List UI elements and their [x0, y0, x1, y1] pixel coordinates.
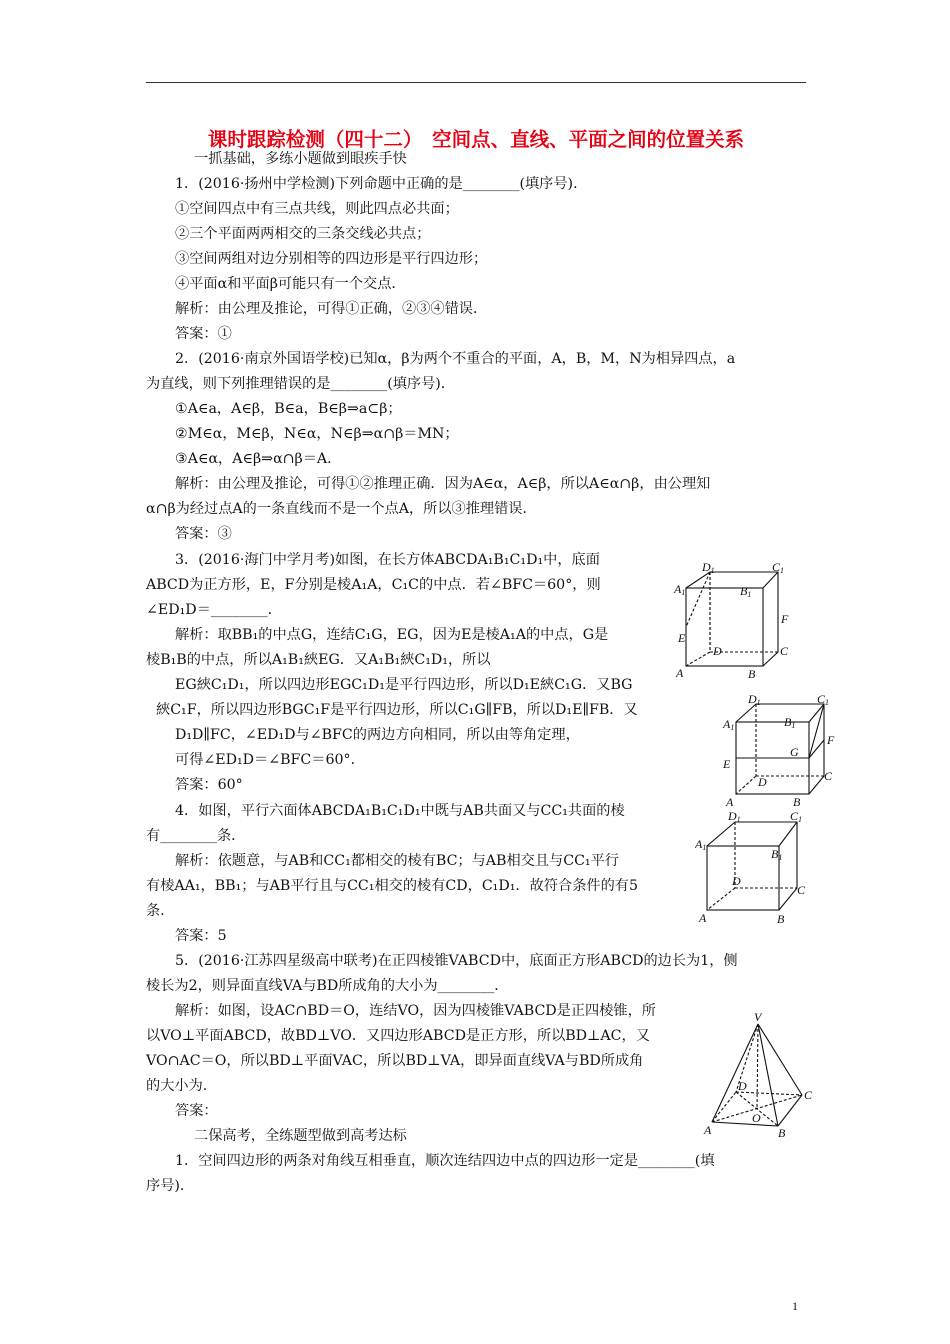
label-A1: A1	[695, 837, 707, 852]
label-A1: A1	[674, 582, 686, 597]
section-heading-2: 二保高考，全练题型做到高考达标	[194, 1128, 407, 1144]
text-line: 棱B₁B的中点，所以A₁B₁綊EG．又A₁B₁綊C₁D₁，所以	[146, 652, 491, 668]
label-A: A	[726, 795, 734, 808]
text-line: 解析：由公理及推论，可得①正确，②③④错误．	[175, 301, 488, 317]
text-line: 3．(2016·海门中学月考)如图，在长方体ABCDA₁B₁C₁D₁中，底面	[175, 552, 600, 568]
text-line: ①空间四点中有三点共线，则此四点必共面；	[175, 201, 459, 217]
text-line: 有________条．	[146, 828, 246, 844]
label-C: C	[804, 1088, 813, 1102]
header-rule	[146, 82, 806, 83]
label-A: A	[676, 666, 684, 680]
text-line: ③A∈α，A∈β⇒α∩β＝A．	[175, 451, 342, 467]
label-C: C	[824, 769, 833, 783]
text-line: 5．(2016·江苏四星级高中联考)在正四棱锥VABCD中，底面正方形ABCD的边长为1，侧	[175, 953, 738, 969]
text-line: 条．	[146, 903, 175, 919]
label-F: F	[827, 733, 835, 747]
text-line: ②M∈α，M∈β，N∈α，N∈β⇒α∩β＝MN；	[175, 426, 459, 442]
text-line: ∠ED₁D＝________．	[146, 602, 282, 618]
cuboid-figure-1	[668, 560, 798, 685]
text-line: EG綊C₁D₁，所以四边形EGC₁D₁是平行四边形，所以D₁E綊C₁G．又BG	[175, 677, 633, 693]
section-heading-1: 一抓基础，多练小题做到眼疾手快	[194, 151, 407, 167]
page-title: 课时跟踪检测（四十二） 空间点、直线、平面之间的位置关系	[207, 128, 745, 151]
label-C: C	[780, 644, 789, 658]
label-D: D	[758, 775, 767, 789]
answer-line: 答案：60°	[175, 777, 243, 793]
page-number: 1	[792, 1299, 798, 1313]
answer-line: 答案：	[175, 1103, 218, 1119]
label-B1: B1	[740, 584, 752, 599]
label-C1: C1	[817, 692, 830, 707]
label-C1: C1	[790, 809, 803, 824]
label-D1: D1	[728, 809, 741, 824]
text-line: 2．(2016·南京外国语学校)已知α，β为两个不重合的平面，A，B，M，N为相异四点，a	[175, 351, 736, 367]
label-B: B	[777, 912, 785, 926]
label-D: D	[732, 874, 741, 888]
label-O: O	[752, 1111, 761, 1125]
text-line: 可得∠ED₁D＝∠BFC＝60°．	[175, 752, 365, 768]
label-C1: C1	[772, 560, 785, 575]
text-line: 1．空间四边形的两条对角线互相垂直，顺次连结四边中点的四边形一定是________(填	[175, 1153, 715, 1169]
text-line: D₁D∥FC，∠ED₁D与∠BFC的两边方向相同，所以由等角定理，	[175, 727, 580, 743]
label-D: D	[713, 644, 722, 658]
label-D1: D1	[748, 692, 761, 707]
label-B1: B1	[784, 715, 796, 730]
parallelepiped-figure	[695, 808, 815, 926]
label-F: F	[781, 612, 789, 626]
label-A: A	[704, 1123, 712, 1137]
label-C: C	[797, 883, 806, 897]
text-line: 綊C₁F，所以四边形BGC₁F是平行四边形，所以C₁G∥FB，所以D₁E∥FB．又	[156, 702, 638, 718]
text-line: 解析：由公理及推论，可得①②推理正确．因为A∈α，A∈β，所以A∈α∩β，由公理知	[175, 476, 711, 492]
label-B: B	[748, 667, 756, 681]
text-line: 有棱AA₁，BB₁；与AB平行且与CC₁相交的棱有CD，C₁D₁．故符合条件的有5	[146, 878, 638, 894]
label-B1: B1	[771, 847, 783, 862]
label-D: D	[738, 1079, 747, 1093]
text-line: VO∩AC＝O，所以BD⊥平面VAC，所以BD⊥VA，即异面直线VA与BD所成角	[146, 1053, 644, 1069]
label-V: V	[754, 1010, 762, 1024]
label-B: B	[793, 795, 801, 808]
label-E: E	[723, 757, 731, 771]
label-B: B	[778, 1126, 786, 1140]
label-D1: D1	[702, 560, 715, 575]
text-line: 4．如图，平行六面体ABCDA₁B₁C₁D₁中既与AB共面又与CC₁共面的棱	[175, 803, 625, 819]
answer-line: 答案：③	[175, 526, 232, 542]
text-line: 1．(2016·扬州中学检测)下列命题中正确的是________(填序号)．	[175, 176, 588, 192]
label-G: G	[790, 745, 799, 759]
text-line: 序号)．	[146, 1178, 195, 1194]
label-A1: A1	[723, 717, 735, 732]
text-line: ABCD为正方形，E，F分别是棱A₁A，C₁C的中点．若∠BFC＝60°，则	[146, 577, 601, 593]
text-line: 解析：如图，设AC∩BD＝O，连结VO，因为四棱锥VABCD是正四棱锥，所	[175, 1003, 656, 1019]
text-line: ③空间两组对边分别相等的四边形是平行四边形；	[175, 251, 488, 267]
label-E: E	[678, 631, 686, 645]
text-line: ②三个平面两两相交的三条交线必共点；	[175, 226, 431, 242]
text-line: α∩β为经过点A的一条直线而不是一个点A，所以③推理错误．	[146, 501, 537, 517]
cuboid-figure-2	[716, 690, 836, 808]
answer-line: 答案：5	[175, 928, 227, 944]
pyramid-figure	[700, 1010, 825, 1140]
text-line: 解析：依题意，与AB和CC₁都相交的棱有BC；与AB相交且与CC₁平行	[175, 853, 619, 869]
text-line: 为直线，则下列推理错误的是________(填序号)．	[146, 376, 456, 392]
text-line: ④平面α和平面β可能只有一个交点．	[175, 276, 406, 292]
text-line: ①A∈a，A∈β，B∈a，B∈β⇒a⊂β；	[175, 401, 402, 417]
text-line: 解析：取BB₁的中点G，连结C₁G，EG，因为E是棱A₁A的中点，G是	[175, 627, 609, 643]
text-line: 棱长为2，则异面直线VA与BD所成角的大小为________．	[146, 978, 509, 994]
label-A: A	[699, 911, 707, 925]
text-line: 的大小为.	[146, 1078, 208, 1094]
answer-line: 答案：①	[175, 326, 232, 342]
text-line: 以VO⊥平面ABCD，故BD⊥VO．又四边形ABCD是正方形，所以BD⊥AC，又	[146, 1028, 650, 1044]
